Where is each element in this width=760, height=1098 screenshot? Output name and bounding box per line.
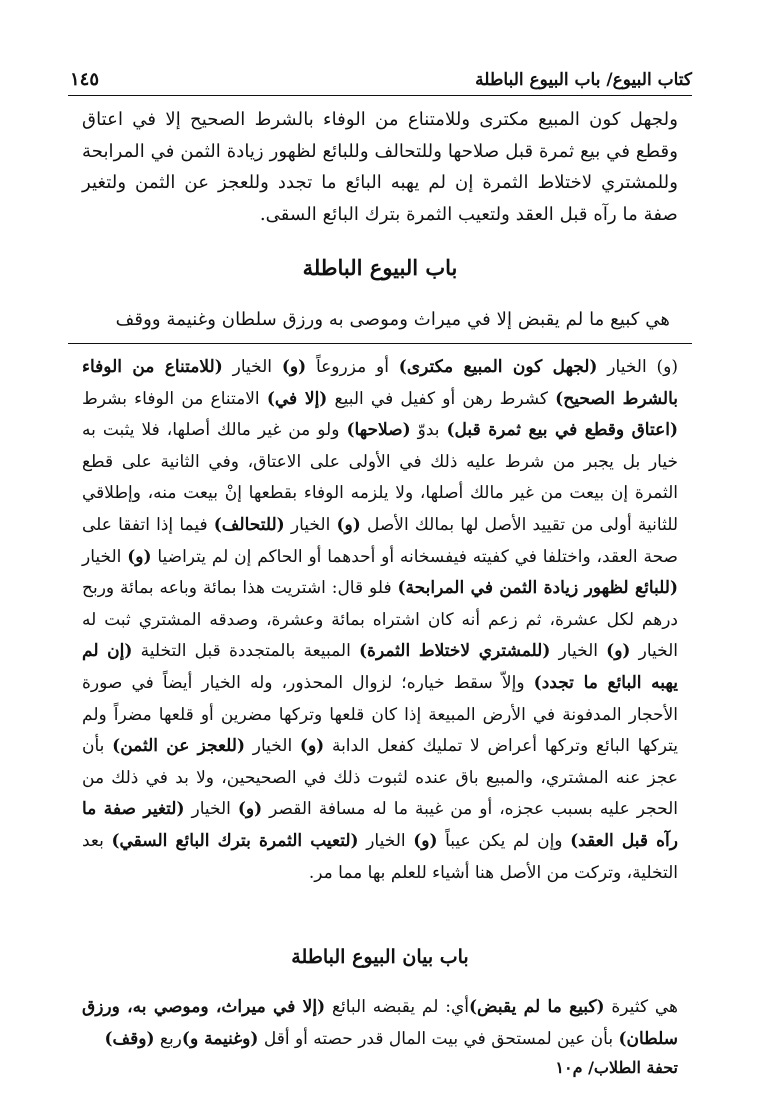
text-segment: الخيار	[358, 830, 414, 851]
bold-quote-segment: (للمشتري لاختلاط الثمرة)	[359, 641, 551, 662]
bold-quote-segment: (و)	[413, 830, 438, 851]
text-segment: أو مزروعاً	[306, 357, 399, 377]
text-segment: الخيار	[245, 736, 300, 757]
text-segment: هي كثيرة	[604, 997, 678, 1017]
bold-quote-segment: (للعجز عن الثمن)	[112, 736, 246, 757]
bold-quote-segment: (و)	[336, 514, 361, 535]
bold-quote-segment: (و)	[127, 546, 152, 567]
text-segment: وإلاّ سقط خياره؛ لزوال المحذور، وله الخيار أيضاً في صورة الأحجار المدفونة في الأرض المبيعة إذا كان قلعها وتركها مضرين أو قلعها مضراً ولم يتركها البائع وتركها أعراض لا تمليك كفعل الدابة	[82, 672, 678, 757]
text-segment: بدوّ	[410, 420, 447, 441]
matn-paragraph: ولجهل كون المبيع مكترى وللامتناع من الوفاء بالشرط الصحيح إلا في اعتاق وقطع في بيع ثمرة قبل صلاحها وللتحالف وللبائع لظهور زيادة الثمن في المرابحة وللمشتري لاختلاط الثمرة إن لم يهبه البائع ما تجدد وللعجز عن الثمن ولتغير صفة ما رآه قبل العقد ولتعيب الثمرة بترك البائع السقى.	[82, 109, 678, 225]
sharh-commentary	[82, 352, 678, 889]
text-segment: الخيار	[284, 514, 337, 535]
text-segment: الخيار	[82, 546, 128, 567]
page-header	[70, 62, 692, 90]
text-segment: فيما إذا اتفقا على صحة العقد، واختلفا في كفيته فيفسخانه أو أحدهما أو الحاكم إن لم يتراضيا	[82, 514, 678, 567]
text-segment: الخيار	[550, 641, 607, 662]
text-segment: فلو قال: اشتريت هذا بمائة وباعه بمائة وربح درهم لكل عشرة، ثم زعم أنه كان اشتراه بمائة وعشرة، وصدقه المشتري ثبت له الخيار	[82, 578, 679, 662]
bold-quote-segment: (للبائع لظهور زيادة الثمن في المرابحة)	[397, 578, 678, 599]
running-title: كتاب البيوع/ باب البيوع الباطلة	[475, 70, 692, 90]
bold-quote-segment: (لجهل كون المبيع مكترى)	[398, 357, 598, 377]
text-segment: (و) الخيار	[597, 357, 679, 377]
page-number: ١٤٥	[70, 69, 100, 90]
bold-quote-segment: (وقف)	[104, 1028, 155, 1049]
text-segment: كشرط رهن أو كفيل في البيع	[327, 388, 556, 409]
text-segment: ولو من غير مالك أصلها، فلا يثبت به خيار بل يجبر من شرط عليه ذلك في الأولى على الاعتاق، وفي الثانية على قطع الثمرة إن بيعت من غير مالك أصلها، ولا يلزمه الوفاء بقطعها إنْ بيعت منه، وإطلاقي للثانية أولى من تقييد الأصل لها بمالك الأصل	[82, 420, 679, 535]
text-segment: بعد التخلية، وتركت من الأصل هنا أشياء للعلم بها مما مر.	[82, 830, 678, 883]
matn-chapter-heading: باب البيوع الباطلة	[302, 255, 458, 280]
text-segment: المبيعة بالمتجددة قبل التخلية	[132, 641, 359, 662]
sharh-chapter-heading: باب بيان البيوع الباطلة	[291, 946, 469, 968]
text-segment: أي: لم يقبضه البائع	[325, 997, 469, 1017]
text-segment: الخيار	[222, 357, 282, 377]
bold-quote-segment: (إن لم يهبه البائع ما تجدد)	[82, 641, 678, 693]
bold-quote-segment: (و)	[237, 799, 263, 820]
text-segment: وإن لم يكن عيباً	[437, 830, 571, 851]
bold-quote-segment: (اعتاق وقطع في بيع ثمرة قبل)	[446, 420, 679, 441]
bold-quote-segment: (إلا في)	[266, 388, 328, 409]
bold-quote-segment: (وغنيمة و)	[181, 1028, 259, 1049]
matn-chapter-line: هي كبيع ما لم يقبض إلا في ميراث وموصى به ورزق سلطان وغنيمة ووقف	[115, 309, 670, 330]
signature-mark: تحفة الطلاب/ م١٠	[555, 1058, 678, 1077]
text-segment: ربع	[154, 1028, 182, 1049]
bold-quote-segment: (و)	[606, 641, 631, 662]
bold-quote-segment: (صلاحها)	[346, 420, 411, 441]
header-rule	[68, 95, 692, 96]
matn-sharh-separator	[68, 343, 692, 344]
text-segment: بأن عجز عنه المشتري، والمبيع باق عنده لثبوت ذلك في الصحيحين، ولا بد في ذلك من الحجر عليه بسبب عجزه، أو من غيبة ما له مسافة القصر	[82, 736, 679, 820]
bold-quote-segment: (إلا في ميراث، وموصي به، ورزق سلطان)	[82, 997, 678, 1049]
bold-quote-segment: (و)	[299, 736, 325, 757]
text-segment: بأن عين لمستحق في بيت المال قدر حصته أو أقل	[258, 1028, 619, 1049]
bold-quote-segment: (لتعيب الثمرة بترك البائع السقي)	[111, 830, 359, 851]
bold-quote-segment: (للتحالف)	[213, 514, 285, 535]
bold-quote-segment: (لتغير صفة ما رآه قبل العقد)	[82, 799, 678, 851]
bold-quote-segment: (و)	[281, 357, 307, 377]
bold-quote-segment: (كبيع ما لم يقبض)	[469, 997, 605, 1017]
sharh-chapter-opening	[82, 992, 678, 1055]
text-segment: الامتناع من الوفاء بشرط	[82, 388, 267, 409]
text-segment: الخيار	[184, 799, 238, 820]
bold-quote-segment: (للامتناع من الوفاء بالشرط الصحيح)	[82, 357, 678, 409]
